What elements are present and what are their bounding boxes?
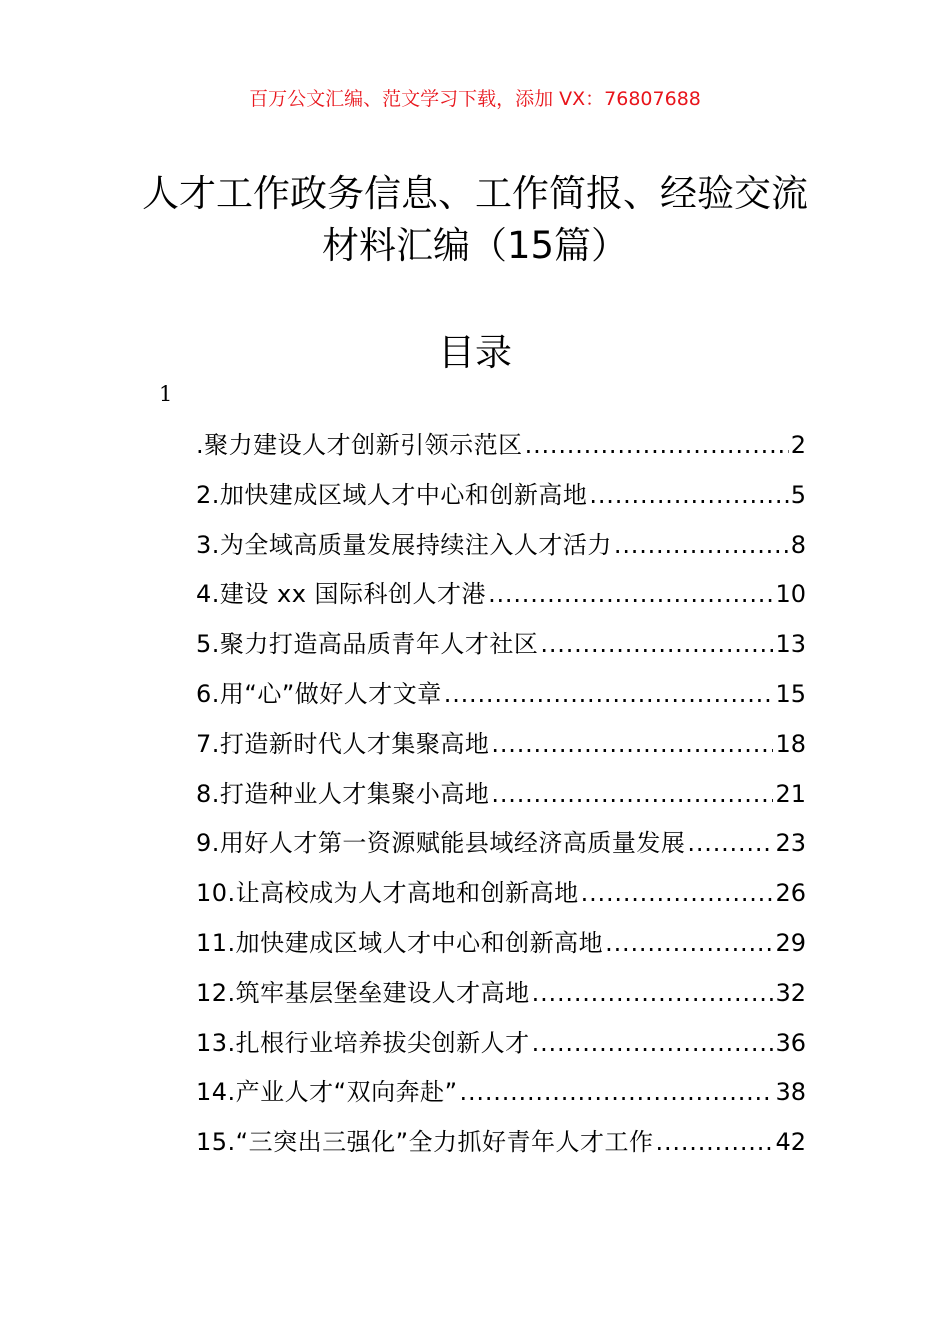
toc-item-title: 5.聚力打造高品质青年人才社区	[196, 630, 539, 659]
toc-dot-leader	[488, 580, 773, 608]
toc-item-page: 8	[790, 530, 806, 559]
toc-dot-leader	[687, 829, 773, 857]
toc-item-page: 21	[775, 779, 806, 808]
toc-dot-leader	[656, 1128, 774, 1156]
toc-item-page: 42	[775, 1128, 806, 1157]
toc-item-title: 11.加快建成区域人才中心和创新高地	[196, 928, 604, 957]
toc-item-title: 15.“三突出三强化”全力抓好青年人才工作	[196, 1128, 654, 1157]
toc-item-page: 36	[775, 1028, 806, 1057]
toc-item[interactable]	[196, 724, 806, 774]
toc-item[interactable]	[196, 574, 806, 624]
toc-dot-leader	[532, 979, 774, 1007]
toc-item-title: 12.筑牢基层堡垒建设人才高地	[196, 978, 530, 1007]
toc-dot-leader	[525, 431, 789, 459]
toc-item-title: 14.产业人才“双向奔赴”	[196, 1078, 458, 1107]
toc-item-title: 4.建设 xx 国际科创人才港	[196, 580, 487, 609]
toc-dot-leader	[532, 1029, 774, 1057]
document-title-line1: 人才工作政务信息、工作简报、经验交流	[142, 172, 808, 215]
toc-item-page: 23	[775, 829, 806, 858]
header-banner: 百万公文汇编、范文学习下载，添加 VX：76807688	[249, 88, 701, 110]
toc-item[interactable]	[196, 973, 806, 1023]
toc-item-page: 10	[775, 580, 806, 609]
toc-item[interactable]	[196, 674, 806, 724]
toc-item[interactable]	[196, 1072, 806, 1122]
document-title-line2: 材料汇编（15篇）	[321, 224, 629, 267]
toc-dot-leader	[589, 481, 788, 509]
toc-item-page: 18	[775, 729, 806, 758]
toc-item[interactable]	[196, 1122, 806, 1172]
toc-item[interactable]	[196, 873, 806, 923]
toc-item-page: 29	[775, 928, 806, 957]
toc-item[interactable]	[196, 1023, 806, 1073]
toc-item[interactable]	[196, 425, 806, 475]
document-title	[0, 168, 950, 272]
toc-item-title: 8.打造种业人才集聚小高地	[196, 779, 490, 808]
toc-item-title: 9.用好人才第一资源赋能县域经济高质量发展	[196, 829, 686, 858]
toc-item-title: 13.扎根行业培养拔尖创新人才	[196, 1028, 530, 1057]
toc-item-title: 10.让高校成为人才高地和创新高地	[196, 879, 579, 908]
toc-dot-leader	[491, 780, 773, 808]
toc-dot-leader	[614, 531, 789, 559]
toc-item-page: 13	[775, 630, 806, 659]
toc-item[interactable]	[196, 624, 806, 674]
toc-item[interactable]	[196, 475, 806, 525]
toc-dot-leader	[444, 680, 774, 708]
toc-item-page: 26	[775, 879, 806, 908]
toc-item-page: 32	[775, 978, 806, 1007]
toc-item-title: 3.为全域高质量发展持续注入人才活力	[196, 530, 612, 559]
toc-item[interactable]	[196, 923, 806, 973]
toc-item-page: 5	[790, 480, 806, 509]
toc-dot-leader	[460, 1078, 774, 1106]
toc-item-page: 15	[775, 679, 806, 708]
toc-dot-leader	[605, 929, 773, 957]
toc-item-title: 7.打造新时代人才集聚高地	[196, 729, 490, 758]
toc-heading: 目录	[438, 331, 512, 374]
toc-item[interactable]	[196, 774, 806, 824]
toc-dot-leader	[491, 730, 773, 758]
toc-dot-leader	[581, 879, 774, 907]
toc-dot-leader	[540, 630, 773, 658]
toc-item-title: .聚力建设人才创新引领示范区	[196, 431, 523, 459]
toc-item[interactable]	[196, 525, 806, 575]
toc-item[interactable]	[196, 823, 806, 873]
toc-item-title: 6.用“心”做好人才文章	[196, 679, 442, 708]
toc-item-title: 2.加快建成区域人才中心和创新高地	[196, 480, 588, 509]
stray-number: 1	[159, 382, 173, 406]
toc-item-page: 2	[790, 431, 806, 459]
toc-item-page: 38	[775, 1078, 806, 1107]
table-of-contents	[196, 425, 806, 1172]
